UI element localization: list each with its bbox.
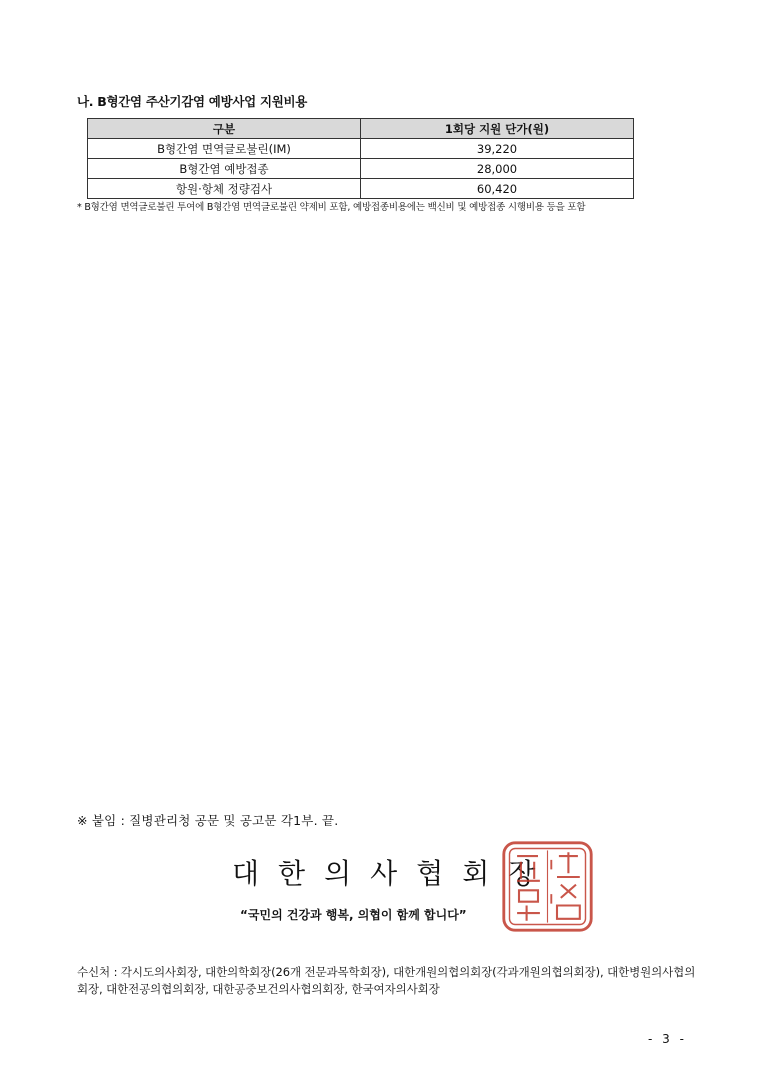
slogan: “국민의 건강과 행복, 의협이 함께 합니다” (240, 908, 467, 922)
official-seal-icon (500, 839, 595, 934)
table-row (88, 139, 634, 159)
page-number: - 3 - (648, 1032, 687, 1046)
cost-table (87, 118, 634, 199)
table-cell-cost: 28,000 (361, 159, 634, 179)
table-cell-cost: 60,420 (361, 179, 634, 199)
organization-signature: 대한의사협회장 (232, 857, 555, 890)
column-header-category: 구분 (88, 119, 361, 139)
table-cell-category: B형간염 예방접종 (88, 159, 361, 179)
column-header-unit-cost: 1회당 지원 단가(원) (361, 119, 634, 139)
table-footnote: * B형간염 면역글로불린 투여에 B형간염 면역글로불린 약제비 포함, 예방접종비용에는 백신비 및 예방접종 시행비용 등을 포함 (77, 202, 586, 213)
table-row (88, 159, 634, 179)
table-cell-category: B형간염 면역글로불린(IM) (88, 139, 361, 159)
table-row (88, 179, 634, 199)
table-cell-category: 항원·항체 정량검사 (88, 179, 361, 199)
table-cell-cost: 39,220 (361, 139, 634, 159)
table-header-row (88, 119, 634, 139)
attachment-note: ※ 붙임 : 질병관리청 공문 및 공고문 각1부. 끝. (77, 813, 339, 828)
recipients-list: 수신처 : 각시도의사회장, 대한의학회장(26개 전문과목학회장), 대한개원의협의회장(각과개원의협의회장), 대한병원의사협의회장, 대한전공의협의회장, 대한공중보건의사협의회장, 한국여자의사회장 (77, 965, 696, 996)
section-heading: 나. B형간염 주산기감염 예방사업 지원비용 (77, 94, 308, 109)
